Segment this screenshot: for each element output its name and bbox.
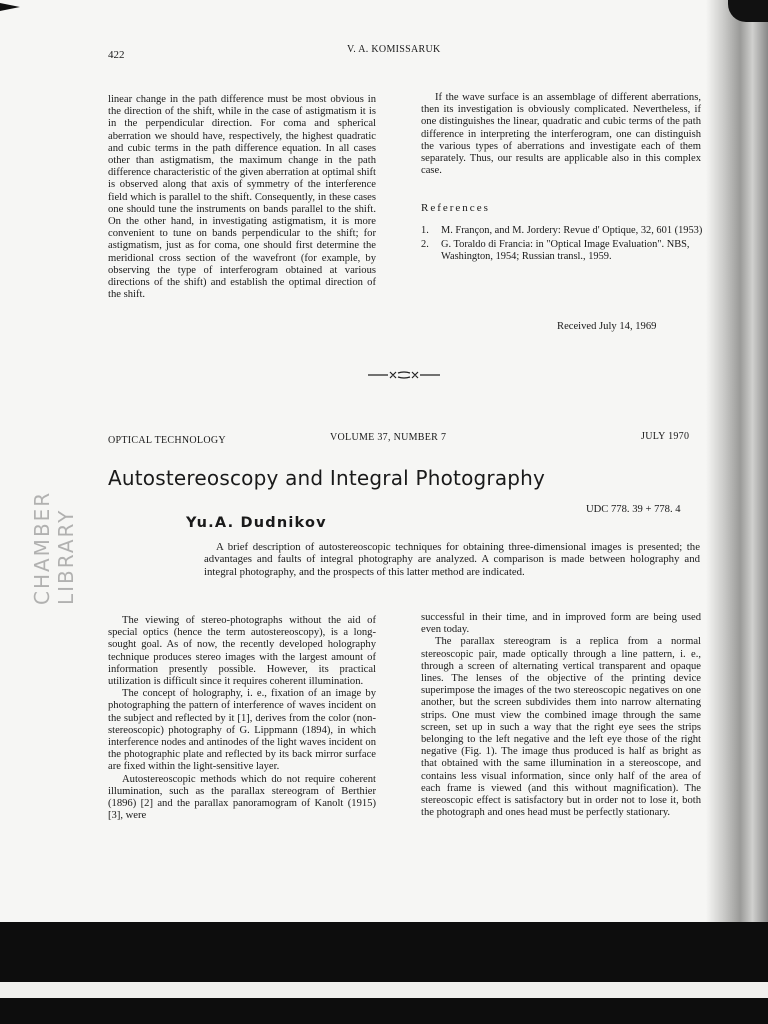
article-right-column: [421, 612, 701, 819]
scan-bottom-band: [0, 922, 768, 982]
journal-name: OPTICAL TECHNOLOGY: [108, 435, 226, 446]
references-list: [421, 225, 703, 264]
paragraph: If the wave surface is an assemblage of different aberrations, then its investigation is obviously complicated. Nevertheless, if one distinguishes the linear, quadratic and cubic terms of the path difference in interpreting the interferogram, one can distinguish the various types of aberrations and investigate each of them separately. Thus, our results are applicable also in this complex case.: [421, 92, 701, 177]
scan-bottom-gap: [0, 982, 768, 998]
reference-text: G. Toraldo di Francia: in "Optical Image Evaluation". NBS, Washington, 1954; Russian transl., 1959.: [441, 239, 690, 263]
paragraph: The concept of holography, i. e., fixation of an image by photographing the pattern of interference of waves incident on the subject and reflected by it [1], derives from the color (non-stereoscopic) photography of G. Lippmann (1894), in which interference nodes and antinodes of the light waves incident on the photographic plate and reflected by its back mirror surface are fixed within the light-sensitive layer.: [108, 688, 376, 773]
reference-number: 2.: [421, 239, 429, 251]
article-author: Yu.A. Dudnikov: [186, 515, 327, 531]
reference-item: [421, 225, 703, 237]
library-stamp: CHAMBER LIBRARY: [30, 490, 78, 605]
udc-code: UDC 778. 39 + 778. 4: [586, 504, 681, 515]
received-date: Received July 14, 1969: [557, 321, 657, 332]
journal-volume: VOLUME 37, NUMBER 7: [330, 432, 447, 443]
paragraph: linear change in the path difference must be most obvious in the direction of the shift, while in the case of astigmatism it is in the perpendicular direction. For coma and spherical aberration we should have, respectively, the highest quadratic and cubic terms in the path difference equation. In all cases other than astigmatism, the maximum change in the path difference characteristic of the given aberration at optimal shift is observed along that axis of symmetry of the interference field which is parallel to the shift. Consequently, in these cases one should tune the instruments on bands parallel to the shift. On the other hand, in investigating astigmatism, it is more convenient to tune on bands perpendicular to the shift; for astigmatism, just as for coma, one should first determine the meridional cross section of the wavefront (for example, by observing the type of interferogram obtained at various directions of the shift) and establish the optimal direction of the shift.: [108, 94, 376, 301]
ornament-divider: [366, 370, 442, 380]
paragraph: Autostereoscopic methods which do not require coherent illumination, such as the parallax stereogram of Berthier (1896) [2] and the parallax panoramogram of Kanolt (1915) [3], were: [108, 773, 376, 822]
paragraph: successful in their time, and in improved form are being used even today.: [421, 612, 701, 636]
scan-corner-mark: [0, 3, 20, 11]
article-abstract: A brief description of autostereoscopic techniques for obtaining three-dimensional images is presented; the advantages and faults of integral photography are analyzed. A comparison is made between holography and integral photography, and the prospects of this latter method are indicated.: [204, 541, 700, 578]
reference-number: 1.: [421, 225, 429, 236]
reference-text: M. Françon, and M. Jordery: Revue d' Optique, 32, 601 (1953): [441, 225, 703, 236]
article-title: Autostereoscopy and Integral Photography: [108, 466, 546, 490]
running-head: V. A. KOMISSARUK: [347, 44, 441, 55]
scan-bottom-strip: [0, 998, 768, 1024]
reference-item: [421, 239, 703, 263]
article-left-column: [108, 615, 376, 822]
journal-date: JULY 1970: [641, 431, 690, 442]
references-heading: References: [421, 202, 490, 214]
paragraph: The parallax stereogram is a replica from a normal stereoscopic pair, made optically through a line pattern, i. e., through a screen of alternating vertical transparent and opaque lines. The lenses of the objective of the printing device superimpose the images of the two stereoscopic negatives on one another, but the screen subdivides them into narrow alternating strips. One must view the combined image through the same screen, set up in such a way that the right eye sees the strips belonging to the left negative and the left eye those of the right negative (Fig. 1). The image thus produced is half as bright as that obtained with the same illumination in a stereoscope, and contains less visual information, since only half of the area of each frame is viewed (and this without magnification). The stereoscopic effect is satisfactory but in order not to lose it, both the photograph and ones head must be perfectly stationary.: [421, 636, 701, 819]
paragraph: The viewing of stereo-photographs without the aid of special optics (hence the term autostereoscopy), is a long-sought goal. As of now, the recently developed holography technique produces stereo images with the largest amount of information presently possible. However, its practical utilization is difficult since it requires coherent illumination.: [108, 615, 376, 688]
page-number: 422: [108, 49, 125, 61]
prev-article-left-column: [108, 94, 376, 301]
prev-article-right-column: [421, 92, 701, 177]
scan-right-edge: [706, 0, 768, 930]
